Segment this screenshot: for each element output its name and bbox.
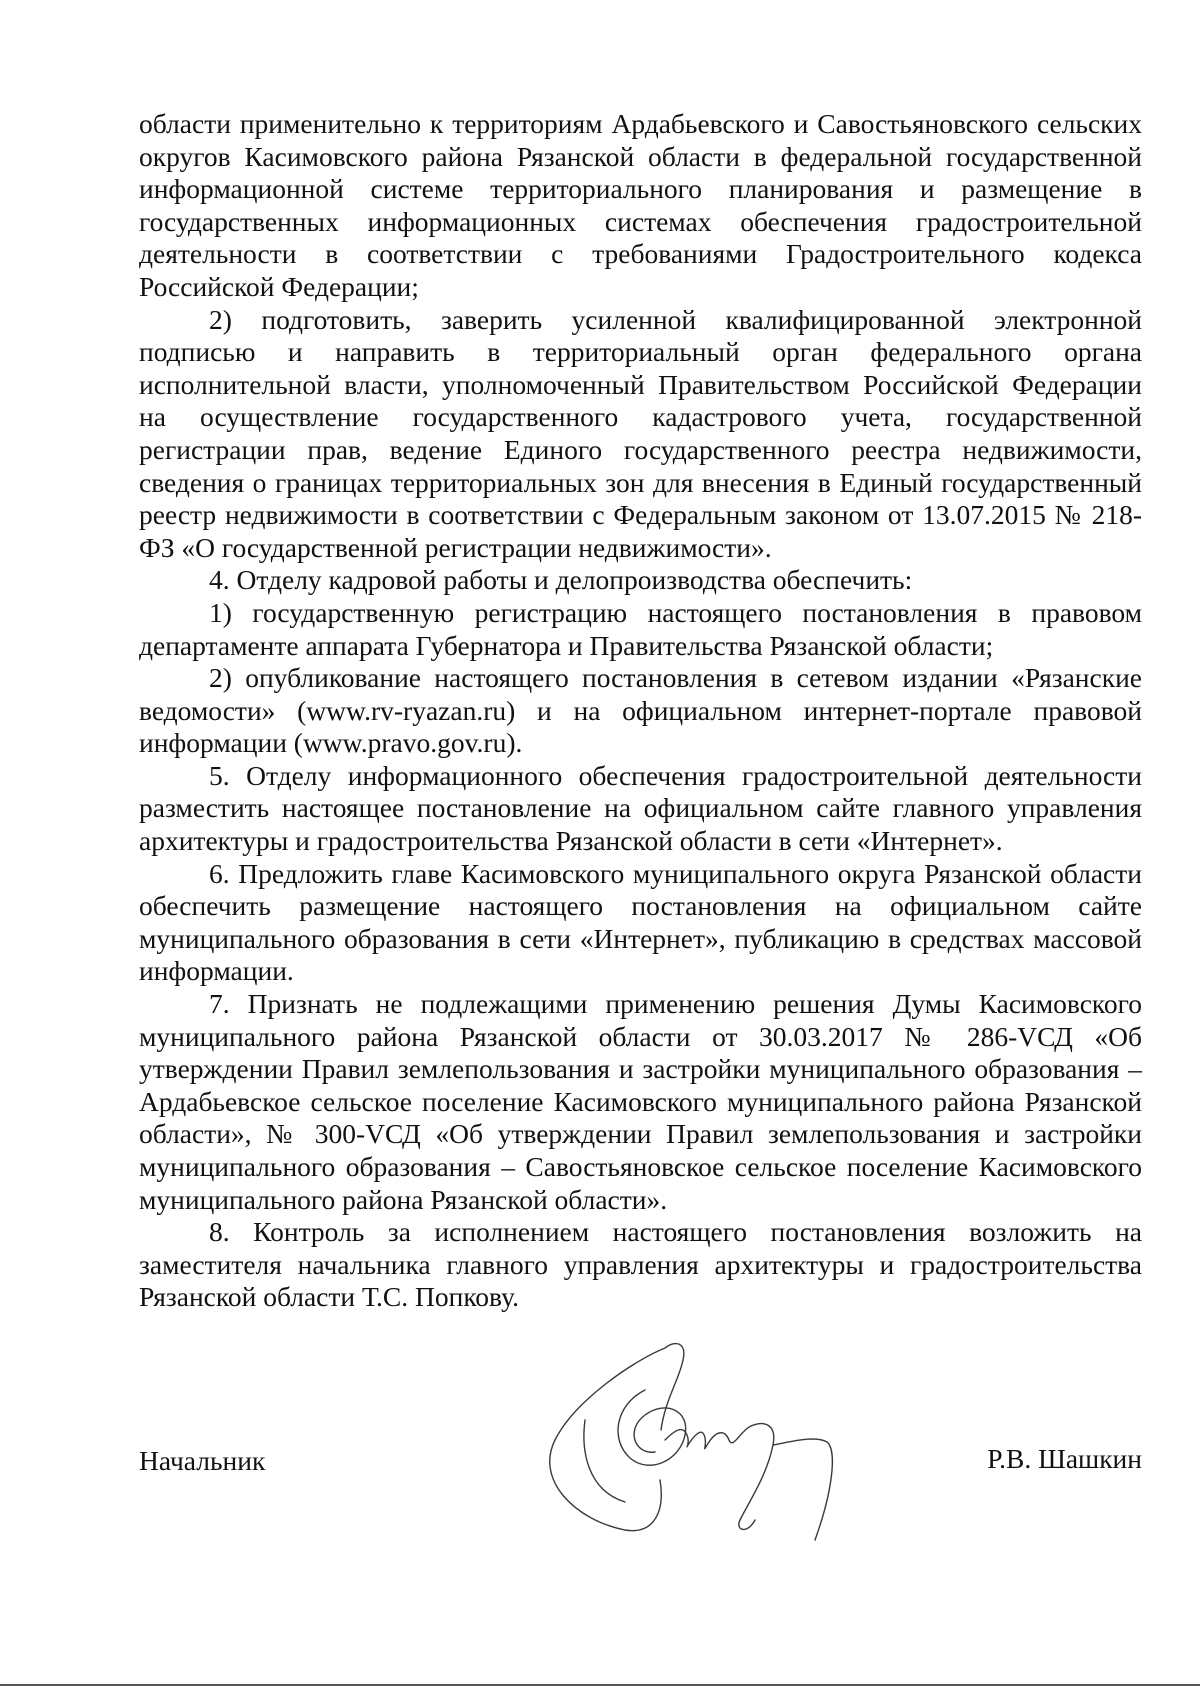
signatory-name: Р.В. Шашкин xyxy=(987,1443,1142,1474)
paragraph-item-7: 7. Признать не подлежащими применению решения Думы Касимовского муниципального района Рязанской области от 30.03.2017 № 286-VСД «Об утверждении Правил землепользования и застройки муниципального образования – Ардабьевское сельское поселение Касимовского муниципального района Рязанской области», № 300-VСД «Об утверждении Правил землепользования и застройки муниципального образования – Савостьяновское сельское поселение Касимовского муниципального района Рязанской области». xyxy=(139,988,1142,1215)
paragraph-item-6: 6. Предложить главе Касимовского муниципального округа Рязанской области обеспечить размещение настоящего постановления на официальном сайте муниципального образования в сети «Интернет», публикацию в средствах массовой информации. xyxy=(139,857,1142,987)
paragraph-item-2-gisogd-signature: 2) подготовить, заверить усиленной квалифицированной электронной подписью и направить в территориальный орган федерального органа исполнительной власти, уполномоченный Правительством Российской Федерации на осуществление государственного кадастрового учета, государственной регистрации прав, ведение Единого государственного реестра недвижимости, сведения о границах территориальных зон для внесения в Единый государственный реестр недвижимости в соответствии с Федеральным законом от 13.07.2015 № 218-ФЗ «О государственной регистрации недвижимости». xyxy=(139,303,1142,563)
handwritten-signature xyxy=(515,1330,845,1560)
paragraph-item-4-1: 1) государственную регистрацию настоящего постановления в правовом департаменте аппарата Губернатора и Правительства Рязанской области; xyxy=(139,596,1142,661)
document-body xyxy=(139,108,1142,1314)
page-bottom-edge xyxy=(0,1684,1200,1686)
paragraph-item-8: 8. Контроль за исполнением настоящего постановления возложить на заместителя начальника главного управления архитектуры и градостроительства Рязанской области Т.С. Попкову. xyxy=(139,1216,1142,1313)
paragraph-item-4: 4. Отделу кадровой работы и делопроизводства обеспечить: xyxy=(209,564,913,596)
paragraph-item-4-2: 2) опубликование настоящего постановления в сетевом издании «Рязанские ведомости» (www.rv-ryazan.ru) и на официальном интернет-портале правовой информации (www.pravo.gov.ru). xyxy=(139,662,1142,759)
paragraph-continuation: области применительно к территориям Ардабьевского и Савостьяновского сельских округов Касимовского района Рязанской области в федеральной государственной информационной системе территориального планирования и размещение в государственных информационных системах обеспечения градостроительной деятельности в соответствии с требованиями Градостроительного кодекса Российской Федерации; xyxy=(139,108,1142,302)
signatory-title: Начальник xyxy=(139,1445,266,1476)
paragraph-item-5: 5. Отделу информационного обеспечения градостроительной деятельности разместить настоящее постановление на официальном сайте главного управления архитектуры и градостроительства Рязанской области в сети «Интернет». xyxy=(139,759,1142,857)
